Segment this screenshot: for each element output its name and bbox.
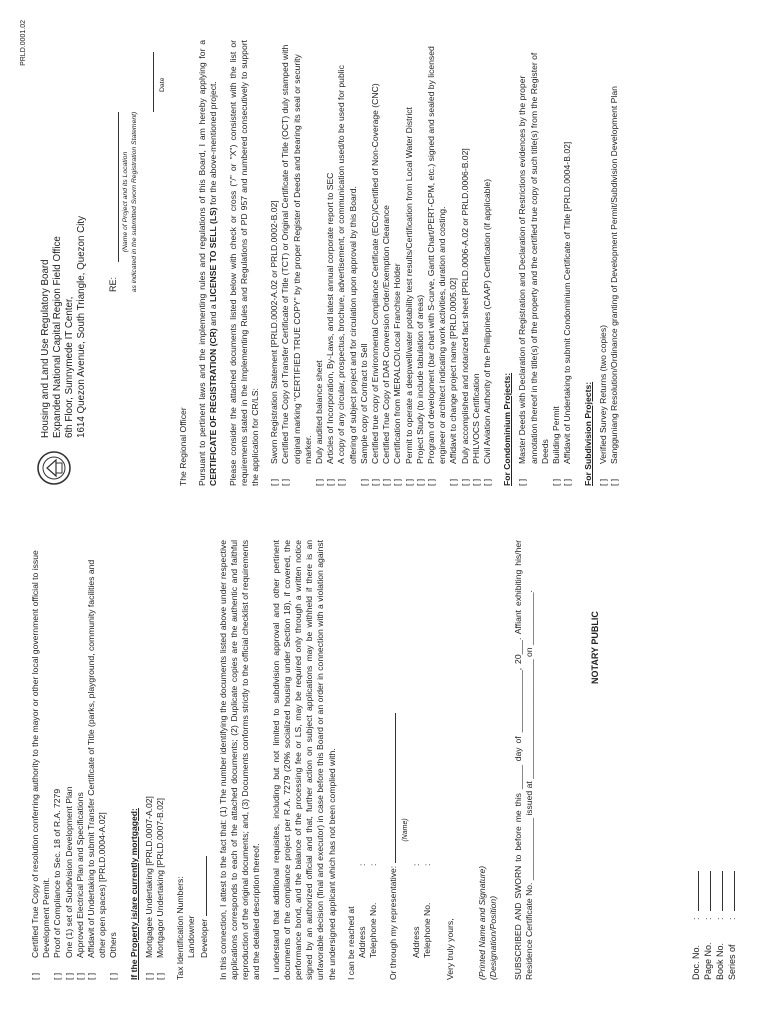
re-caption-line: (Name of Project and its Location xyxy=(122,151,129,253)
left-checklist xyxy=(30,540,120,980)
subd-checklist xyxy=(598,40,620,486)
checklist-item-label: Verified Survey Returns (two copies) xyxy=(597,325,608,464)
checklist-item xyxy=(75,540,86,980)
agency-block xyxy=(40,216,88,438)
checklist-item-label: Others xyxy=(108,932,119,958)
checklist-item-label: Project Study (to include tabulation of areas) xyxy=(414,294,425,464)
checklist-item xyxy=(460,40,471,486)
notary-public: NOTARY PUBLIC xyxy=(590,611,600,684)
re-caption xyxy=(122,52,139,352)
application-body xyxy=(178,40,620,486)
checklist-item-label: Approved Electrical Plan and Specifications xyxy=(74,792,85,958)
checklist-item-label: Certified True Copy of resolution conferring authority to the mayor or other local government official to issue Development Permit. xyxy=(30,550,52,958)
addressee: The Regional Officer xyxy=(178,407,188,486)
checkbox-icon[interactable]: [ ] xyxy=(448,478,459,486)
checklist-item-label: Certified True Copy of Transfer Certificate of Title (TCT) or Original Certificate of Title (OCT) duly stamped with original marking "CERTIFIED TRUE COPY" by the proper Register of Deeds and bearing its seal or security marker. xyxy=(280,44,313,464)
developer-label: Developer xyxy=(198,918,209,958)
doc-numbers xyxy=(690,871,738,980)
checkbox-icon[interactable]: [ ] xyxy=(86,972,97,980)
doc-number-row xyxy=(714,871,726,980)
date-label: Date xyxy=(159,77,166,92)
checklist-item-label: Certification from MERALCO/Local Franchise Holder xyxy=(392,263,403,464)
colon: : xyxy=(727,917,737,920)
colon: : xyxy=(410,863,421,866)
checklist-item-label: Certified True Copy of DAR Conversion Order/Exemption Clearance xyxy=(381,205,392,464)
rep-telephone-row xyxy=(422,540,433,980)
doc-number-label: Book No. xyxy=(715,942,725,980)
doc-number-label: Page No. xyxy=(703,942,713,980)
mortgaged-checklist xyxy=(144,540,166,980)
checklist-item xyxy=(448,40,459,486)
checkbox-icon[interactable]: [ ] xyxy=(426,478,437,486)
doc-number-row xyxy=(690,871,702,980)
attest-paragraph: In this connection, I attest to the fact that: (1) The number identifying the documents listed above under respective applications corresponds to each of the attached documents; (2) Duplicate copies are the authentic and faithful reproduction of the original documents; and, (3) Documents conforms strictly to the official checklist of requirements and the detailed description thereof. xyxy=(217,540,262,980)
checklist-item-label: PHILVOCS Certification xyxy=(470,373,481,464)
checklist-item-label: Sworn Registration Statement [PRLD.0002-A.02 or PRLD.0002-B.02] xyxy=(269,200,280,464)
subd-heading: For Subdivision Projects: xyxy=(582,381,593,486)
checklist-item-label: One (1) set of Subdivision Development Plan xyxy=(63,786,74,958)
checkbox-icon[interactable]: [ ] xyxy=(336,478,347,486)
agency-line: 1614 Quezon Avenue, South Triangle, Quezon City xyxy=(76,215,87,438)
checkbox-icon[interactable]: [ ] xyxy=(314,478,325,486)
checkbox-icon[interactable]: [ ] xyxy=(597,478,608,486)
checklist-item-label: Affidavit of Undertaking to submit Transfer Certificate of Title (parks, playground, community facilities and other open spaces) [PRLD.0004-A.02] xyxy=(86,559,108,958)
checklist-item xyxy=(108,540,119,980)
checklist-item xyxy=(359,40,370,486)
representative-line xyxy=(387,713,396,863)
checklist-item xyxy=(155,540,166,980)
rep-address-row xyxy=(411,540,422,980)
checklist-item-label: Duly audited balance sheet xyxy=(314,360,325,464)
agency-line: Housing and Land Use Regulatory Board xyxy=(40,259,51,438)
colon: : xyxy=(368,863,379,866)
checklist-item xyxy=(325,40,336,486)
checklist-item-label: Proof of Compliance to Sec. 18 of R.A. 7279 xyxy=(52,788,63,958)
checkbox-icon[interactable]: [ ] xyxy=(325,478,336,486)
checkbox-icon[interactable]: [ ] xyxy=(52,972,63,980)
checkbox-icon[interactable]: [ ] xyxy=(392,478,403,486)
hlurb-logo-icon xyxy=(36,450,72,486)
checklist-item-label: Sangguniang Resolution/Ordinance granting of Development Permit/Subdivision Development Plan xyxy=(608,86,619,464)
reach-telephone-row xyxy=(368,540,379,980)
landowner-row xyxy=(186,540,197,980)
colon: : xyxy=(691,917,701,920)
checkbox-icon[interactable]: [ ] xyxy=(155,972,166,980)
doc-number-line xyxy=(726,871,735,911)
checklist-item xyxy=(482,40,493,486)
doc-number-label: Series of xyxy=(727,944,737,980)
checkbox-icon[interactable]: [ ] xyxy=(551,478,562,486)
doc-number-line xyxy=(702,871,711,911)
checkbox-icon[interactable]: [ ] xyxy=(517,478,528,486)
designation-caption: (Designation/Position) xyxy=(487,895,498,980)
intro-text: for the above-mentioned project. xyxy=(208,81,219,208)
checklist-item xyxy=(52,540,63,980)
checklist-item xyxy=(551,40,562,486)
checklist-item xyxy=(404,40,415,486)
colon: : xyxy=(422,863,433,866)
name-caption: (Name) xyxy=(401,818,409,842)
re-label: RE: xyxy=(108,276,118,292)
checkbox-icon[interactable]: [ ] xyxy=(459,478,470,486)
mortgaged-heading: If the Property is/are currently mortgaged: xyxy=(128,808,139,980)
checklist-item xyxy=(517,40,551,486)
checklist-item xyxy=(609,40,620,486)
checklist-item-label: Mortgagor Undertaking [PRLD.0007-B.02] xyxy=(155,797,166,958)
checklist-item xyxy=(415,40,426,486)
intro-text: and a xyxy=(208,302,219,329)
colon: : xyxy=(357,863,368,866)
checklist-item xyxy=(471,40,482,486)
checklist-item xyxy=(144,540,155,980)
checklist-item-label: Civil Aviation Authority of the Philippines (CAAP) Certification (if applicable) xyxy=(482,179,493,464)
checkbox-icon[interactable]: [ ] xyxy=(608,478,619,486)
checklist-item-label: Duly accomplished and notarized fact sheet [PRLD.0006-A.02 or PRLD.0006-B.02] xyxy=(459,148,470,464)
tax-label: Tax Identification Numbers: xyxy=(175,876,186,980)
intro-cr: CERTIFICATE OF REGISTRATION (CR) xyxy=(208,328,219,486)
checkbox-icon[interactable]: [ ] xyxy=(470,478,481,486)
doc-number-row xyxy=(726,871,738,980)
printed-name-caption: (Printed Name and Signature) xyxy=(476,865,487,980)
checkbox-icon[interactable]: [ ] xyxy=(358,478,369,486)
checklist-item xyxy=(269,40,280,486)
address-label: Address xyxy=(357,926,368,958)
condo-heading: For Condominium Projects: xyxy=(502,372,513,486)
checkbox-icon[interactable]: [ ] xyxy=(74,972,85,980)
intro-ls: LICENSE TO SELL (LS) xyxy=(208,207,219,303)
checkbox-icon[interactable]: [ ] xyxy=(381,478,392,486)
doc-number-line xyxy=(714,871,723,911)
checklist-item xyxy=(598,40,609,486)
condo-checklist xyxy=(517,40,573,486)
checklist-item-label: Master Deeds with Declaration of Registration and Declaration of Restrictions evidences by the proper annotation thereof in the title(s) of the property and the certified true copy of such title(s) from the Register of Deeds xyxy=(517,52,550,464)
checklist-item xyxy=(30,540,52,980)
colon: : xyxy=(703,917,713,920)
checklist-item-label: Certified true copy of Environmental Compliance Certificate (ECC)/Certified of Non-Coverage (CNC) xyxy=(370,83,381,464)
reached-label: I can be reached at xyxy=(345,906,356,980)
doc-number-label: Doc. No. xyxy=(691,944,701,980)
agency-line: 6th Floor, Sunnymede IT Center, xyxy=(64,296,75,438)
representative-row xyxy=(387,540,399,980)
form-code: PRLD.0001.02 xyxy=(20,20,27,66)
checkbox-icon[interactable]: [ ] xyxy=(403,478,414,486)
checkbox-icon[interactable]: [ ] xyxy=(414,478,425,486)
intro-text: Pursuant to pertinent laws and the implementing rules and regulations of this Board, I am hereby applying for a xyxy=(197,40,208,486)
understand-paragraph: I understand that additional requisites, including but not limited to subdivision approval and other pertinent documents of the compliance project per R.A. 7279 (20% socialized housing under Section 18), if covered, the performance bond, and the balance of the processing fee or LS, may be required only through a written notice signed by an authorized official and that, further action on subject applications may be withheld if there is an unfavorable decision (final and executor) in case before this Board or an order in connection with a violation against the undersigned applicant which has not been complied with. xyxy=(270,540,337,980)
checklist-item xyxy=(64,540,75,980)
checklist-item xyxy=(336,40,358,486)
consider-paragraph: Please consider the attached documents listed below with check or cross ("/" or "X") consistent with the list or requirements stated in the Implementing Rules and Regulations of PD 957 and numbered consecutively to support the application for CR/LS: xyxy=(227,40,261,486)
checklist-item xyxy=(86,540,108,980)
colon: : xyxy=(715,917,725,920)
doc-number-row xyxy=(702,871,714,980)
checkbox-icon[interactable]: [ ] xyxy=(562,478,573,486)
checklist-item xyxy=(392,40,403,486)
left-column xyxy=(0,512,768,1024)
telephone-label: Telephone No. xyxy=(368,902,379,958)
checkbox-icon[interactable]: [ ] xyxy=(108,972,119,980)
main-checklist xyxy=(269,40,493,486)
checklist-item-label: Program of development (bar chart with S-curve, Gantt Chart/PERT-CPM, etc.) signed and sealed by licensed engineer or architect indicating work activities, duration and costing. xyxy=(426,46,448,464)
re-line xyxy=(118,112,119,262)
re-caption-line: as indicated in the submitted Sworn Registration Statement) xyxy=(130,111,138,293)
representative-label: Or through my representative: xyxy=(388,865,399,980)
agency-line: Expanded National Capital Region Field Office xyxy=(52,236,63,438)
checkbox-icon[interactable]: [ ] xyxy=(63,972,74,980)
subscribed-paragraph: SUBSCRIBED AND SWORN to before me this _____ day of _____________, 20___. Affiant exhibiting his/her Residence Certificate No. _____________ issued at _________________________ on ___________. xyxy=(512,540,535,980)
checklist-item-label: Permit to operate a deepwell/water potability test results/Certification from Local Water District xyxy=(403,107,414,464)
intro-paragraph xyxy=(197,40,219,486)
address-label: Address xyxy=(410,926,421,958)
checklist-item-label: Articles of Incorporation, By-Laws, and latest annual corporate report to SEC xyxy=(325,172,336,464)
checkbox-icon[interactable]: [ ] xyxy=(30,972,40,980)
doc-number-line xyxy=(690,871,699,911)
checkbox-icon[interactable]: [ ] xyxy=(482,478,493,486)
developer-line xyxy=(198,856,207,916)
checklist-item-label: Building Permit xyxy=(551,406,562,464)
checklist-item xyxy=(314,40,325,486)
checkbox-icon[interactable]: [ ] xyxy=(280,478,291,486)
checklist-item xyxy=(370,40,381,486)
checklist-item xyxy=(280,40,314,486)
checklist-item-label: Mortgagee Undertaking [PRLD.0007-A.02] xyxy=(143,796,154,958)
checkbox-icon[interactable]: [ ] xyxy=(269,478,280,486)
checklist-item-label: Affidavit to change project name [PRLD.0005.02] xyxy=(448,277,459,464)
checklist-item xyxy=(381,40,392,486)
checklist-item-label: A copy of any circular, prospectus, brochure, advertisement, or communication used/to be used for public offering of subject project and for circulation upon approval by this Board. xyxy=(336,65,358,464)
developer-row xyxy=(198,540,210,980)
telephone-label: Telephone No. xyxy=(422,902,433,958)
date-line xyxy=(153,52,154,112)
checklist-item xyxy=(426,40,448,486)
reach-address-row xyxy=(357,540,368,980)
checkbox-icon[interactable]: [ ] xyxy=(143,972,154,980)
checklist-item xyxy=(562,40,573,486)
checklist-item-label: Affidavit of Undertaking to submit Condominium Certificate of Title [PRLD.0004-B.02] xyxy=(562,141,573,464)
landowner-label: Landowner xyxy=(186,915,197,958)
checkbox-icon[interactable]: [ ] xyxy=(370,478,381,486)
checklist-item-label: Sample copy of Contract to Sell xyxy=(358,343,369,464)
very-truly: Very truly yours, xyxy=(445,918,456,980)
